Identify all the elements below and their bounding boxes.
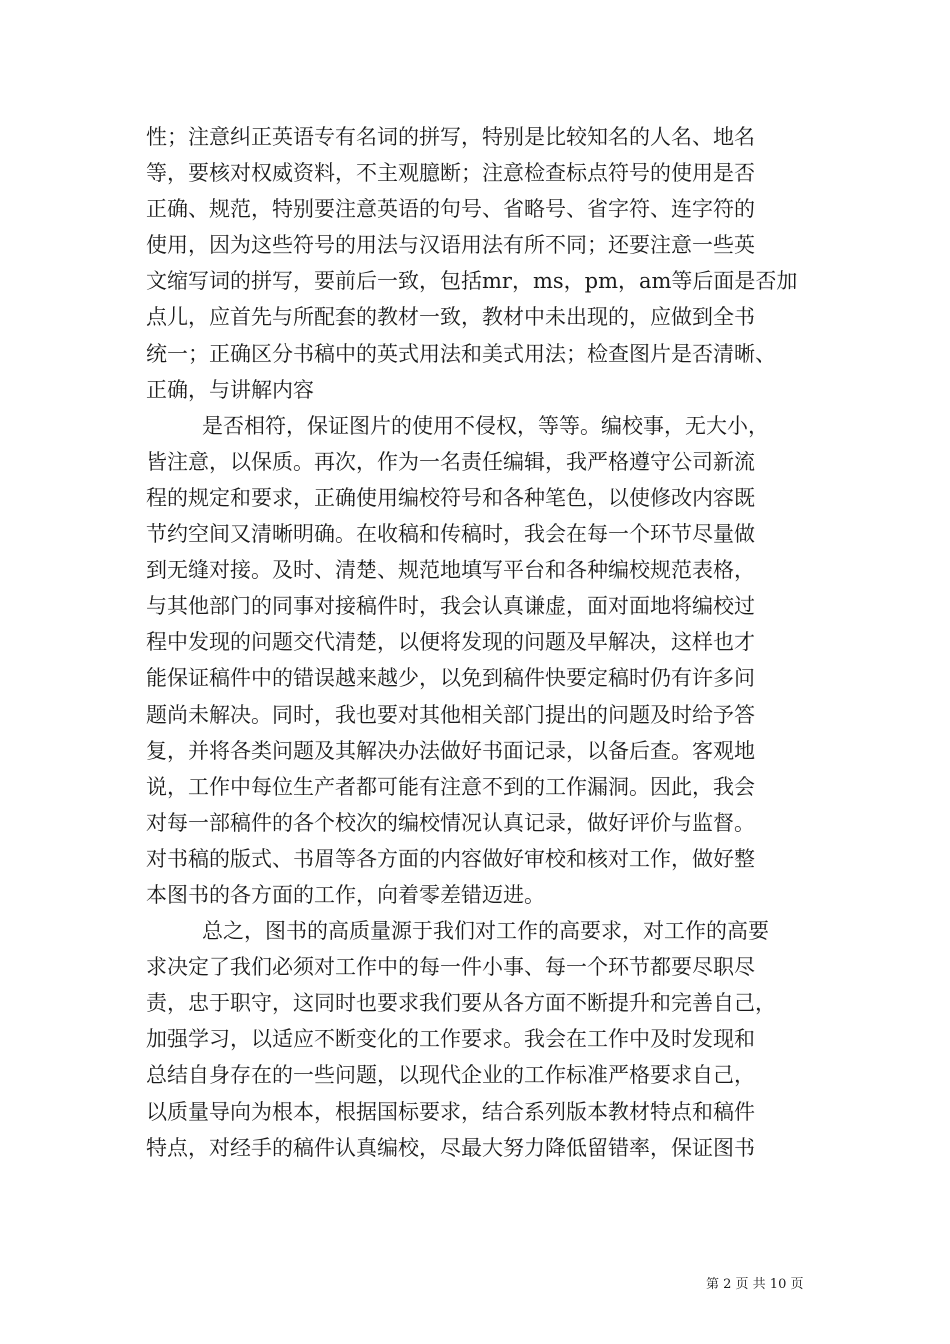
text-line: 程的规定和要求，正确使用编校符号和各种笔色，以使修改内容既 bbox=[146, 485, 755, 510]
text-line: 等，要核对权威资料，不主观臆断；注意检查标点符号的使用是否 bbox=[146, 161, 755, 186]
text-line: 文缩写词的拼写，要前后一致，包括mr，ms，pm，am等后面是否加 bbox=[146, 269, 798, 294]
text-line: 正确、规范，特别要注意英语的句号、省略号、省字符、连字符的 bbox=[146, 197, 755, 222]
text-line: 与其他部门的同事对接稿件时，我会认真谦虚，面对面地将编校过 bbox=[146, 594, 755, 619]
text-line: 总结自身存在的一些问题，以现代企业的工作标准严格要求自己， bbox=[146, 1063, 755, 1088]
text-line: 性；注意纠正英语专有名词的拼写，特别是比较知名的人名、地名 bbox=[146, 125, 755, 149]
text-line: 正确，与讲解内容 bbox=[146, 377, 314, 402]
text-line: 到无缝对接。及时、清楚、规范地填写平台和各种编校规范表格， bbox=[146, 558, 755, 583]
body-text bbox=[146, 119, 806, 1166]
text-line: 对每一部稿件的各个校次的编校情况认真记录，做好评价与监督。 bbox=[146, 810, 755, 835]
text-line: 特点，对经手的稿件认真编校，尽最大努力降低留错率，保证图书 bbox=[146, 1135, 755, 1160]
page-number-footer: 第 2 页 共 10 页 bbox=[706, 1277, 804, 1292]
text-line: 节约空间又清晰明确。在收稿和传稿时，我会在每一个环节尽量做 bbox=[146, 522, 755, 547]
text-line: 程中发现的问题交代清楚，以便将发现的问题及早解决，这样也才 bbox=[146, 630, 755, 655]
text-line: 以质量导向为根本，根据国标要求，结合系列版本教材特点和稿件 bbox=[146, 1099, 755, 1124]
text-line: 是否相符，保证图片的使用不侵权，等等。编校事，无大小， bbox=[202, 413, 769, 438]
text-line: 题尚未解决。同时，我也要对其他相关部门提出的问题及时给予答 bbox=[146, 702, 755, 727]
text-line: 使用，因为这些符号的用法与汉语用法有所不同；还要注意一些英 bbox=[146, 233, 755, 258]
text-line: 责，忠于职守，这同时也要求我们要从各方面不断提升和完善自己， bbox=[146, 991, 776, 1016]
text-line: 总之，图书的高质量源于我们对工作的高要求，对工作的高要 bbox=[202, 919, 769, 944]
text-line: 对书稿的版式、书眉等各方面的内容做好审校和核对工作，做好整 bbox=[146, 846, 755, 871]
text-line: 说，工作中每位生产者都可能有注意不到的工作漏洞。因此，我会 bbox=[146, 774, 755, 799]
text-line: 加强学习，以适应不断变化的工作要求。我会在工作中及时发现和 bbox=[146, 1027, 755, 1052]
text-line: 能保证稿件中的错误越来越少，以免到稿件快要定稿时仍有许多问 bbox=[146, 666, 755, 691]
text-line: 统一；正确区分书稿中的英式用法和美式用法；检查图片是否清晰、 bbox=[146, 341, 776, 366]
text-line: 求决定了我们必须对工作中的每一件小事、每一个环节都要尽职尽 bbox=[146, 955, 755, 980]
text-line: 点儿，应首先与所配套的教材一致，教材中未出现的，应做到全书 bbox=[146, 305, 755, 330]
text-line: 皆注意，以保质。再次，作为一名责任编辑，我严格遵守公司新流 bbox=[146, 449, 755, 474]
text-line: 复，并将各类问题及其解决办法做好书面记录，以备后查。客观地 bbox=[146, 738, 755, 763]
text-line: 本图书的各方面的工作，向着零差错迈进。 bbox=[146, 882, 545, 907]
